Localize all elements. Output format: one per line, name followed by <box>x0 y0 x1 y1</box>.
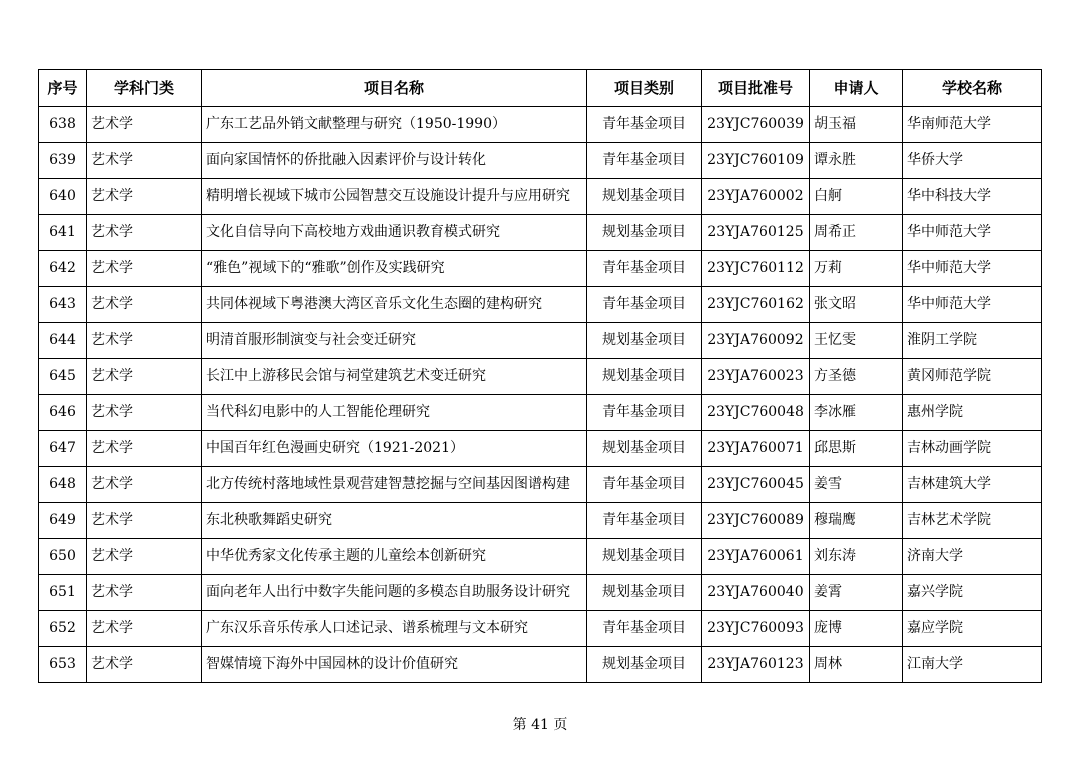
row-applicant: 邱思斯 <box>810 431 903 467</box>
row-approval-number: 23YJC760039 <box>702 107 810 143</box>
row-subject: 艺术学 <box>87 107 202 143</box>
row-project-name: 智媒情境下海外中国园林的设计价值研究 <box>202 647 587 683</box>
row-project-type: 青年基金项目 <box>587 143 702 179</box>
row-subject: 艺术学 <box>87 395 202 431</box>
table-row <box>39 179 1042 215</box>
header-subject: 学科门类 <box>87 70 202 107</box>
row-project-type: 规划基金项目 <box>587 647 702 683</box>
row-subject: 艺术学 <box>87 287 202 323</box>
row-school: 吉林艺术学院 <box>903 503 1042 539</box>
row-index: 646 <box>39 395 87 431</box>
table-row <box>39 503 1042 539</box>
row-applicant: 穆瑞鹰 <box>810 503 903 539</box>
row-subject: 艺术学 <box>87 539 202 575</box>
row-project-type: 规划基金项目 <box>587 539 702 575</box>
row-subject: 艺术学 <box>87 323 202 359</box>
table-row <box>39 359 1042 395</box>
row-applicant: 胡玉福 <box>810 107 903 143</box>
row-project-type: 青年基金项目 <box>587 395 702 431</box>
row-applicant: 刘东涛 <box>810 539 903 575</box>
row-index: 650 <box>39 539 87 575</box>
row-applicant: 王忆雯 <box>810 323 903 359</box>
row-applicant: 姜雪 <box>810 467 903 503</box>
header-school: 学校名称 <box>903 70 1042 107</box>
row-project-name: 东北秧歌舞蹈史研究 <box>202 503 587 539</box>
row-subject: 艺术学 <box>87 251 202 287</box>
row-school: 淮阴工学院 <box>903 323 1042 359</box>
header-index: 序号 <box>39 70 87 107</box>
table-row <box>39 107 1042 143</box>
row-project-name: 明清首服形制演变与社会变迁研究 <box>202 323 587 359</box>
row-applicant: 白舸 <box>810 179 903 215</box>
row-school: 嘉兴学院 <box>903 575 1042 611</box>
row-project-type: 规划基金项目 <box>587 179 702 215</box>
row-project-name: 中华优秀家文化传承主题的儿童绘本创新研究 <box>202 539 587 575</box>
row-subject: 艺术学 <box>87 467 202 503</box>
row-approval-number: 23YJC760089 <box>702 503 810 539</box>
row-school: 黄冈师范学院 <box>903 359 1042 395</box>
row-project-type: 规划基金项目 <box>587 323 702 359</box>
header-project-name: 项目名称 <box>202 70 587 107</box>
row-index: 638 <box>39 107 87 143</box>
row-project-type: 青年基金项目 <box>587 467 702 503</box>
table-row <box>39 611 1042 647</box>
row-project-type: 青年基金项目 <box>587 611 702 647</box>
row-approval-number: 23YJA760061 <box>702 539 810 575</box>
row-applicant: 姜霄 <box>810 575 903 611</box>
row-index: 639 <box>39 143 87 179</box>
row-project-name: 文化自信导向下高校地方戏曲通识教育模式研究 <box>202 215 587 251</box>
project-table <box>38 69 1042 683</box>
table-row <box>39 467 1042 503</box>
header-approval-number: 项目批准号 <box>702 70 810 107</box>
row-index: 643 <box>39 287 87 323</box>
row-applicant: 庞博 <box>810 611 903 647</box>
row-subject: 艺术学 <box>87 179 202 215</box>
table-row <box>39 251 1042 287</box>
row-project-name: 面向老年人出行中数字失能问题的多模态自助服务设计研究 <box>202 575 587 611</box>
row-school: 吉林动画学院 <box>903 431 1042 467</box>
row-project-name: 当代科幻电影中的人工智能伦理研究 <box>202 395 587 431</box>
row-subject: 艺术学 <box>87 647 202 683</box>
row-index: 641 <box>39 215 87 251</box>
table-row <box>39 395 1042 431</box>
row-approval-number: 23YJC760093 <box>702 611 810 647</box>
row-applicant: 李冰雁 <box>810 395 903 431</box>
row-applicant: 万莉 <box>810 251 903 287</box>
row-approval-number: 23YJA760040 <box>702 575 810 611</box>
row-project-name: 长江中上游移民会馆与祠堂建筑艺术变迁研究 <box>202 359 587 395</box>
row-index: 642 <box>39 251 87 287</box>
row-index: 644 <box>39 323 87 359</box>
row-applicant: 张文昭 <box>810 287 903 323</box>
row-project-type: 青年基金项目 <box>587 107 702 143</box>
row-project-name: 广东工艺品外销文献整理与研究（1950-1990） <box>202 107 587 143</box>
row-school: 吉林建筑大学 <box>903 467 1042 503</box>
header-project-type: 项目类别 <box>587 70 702 107</box>
row-project-name: 北方传统村落地域性景观营建智慧挖掘与空间基因图谱构建 <box>202 467 587 503</box>
row-subject: 艺术学 <box>87 215 202 251</box>
row-project-type: 规划基金项目 <box>587 431 702 467</box>
header-applicant: 申请人 <box>810 70 903 107</box>
row-project-type: 规划基金项目 <box>587 575 702 611</box>
row-project-name: “雅色”视域下的“雅歌”创作及实践研究 <box>202 251 587 287</box>
row-index: 653 <box>39 647 87 683</box>
row-subject: 艺术学 <box>87 431 202 467</box>
table-row <box>39 431 1042 467</box>
row-school: 华南师范大学 <box>903 107 1042 143</box>
row-subject: 艺术学 <box>87 611 202 647</box>
row-school: 江南大学 <box>903 647 1042 683</box>
row-approval-number: 23YJA760002 <box>702 179 810 215</box>
row-subject: 艺术学 <box>87 503 202 539</box>
row-project-name: 精明增长视域下城市公园智慧交互设施设计提升与应用研究 <box>202 179 587 215</box>
row-index: 645 <box>39 359 87 395</box>
row-approval-number: 23YJC760045 <box>702 467 810 503</box>
table-row <box>39 215 1042 251</box>
row-approval-number: 23YJA760123 <box>702 647 810 683</box>
row-approval-number: 23YJA760092 <box>702 323 810 359</box>
row-school: 华侨大学 <box>903 143 1042 179</box>
page-number: 第 41 页 <box>512 717 568 733</box>
table-row <box>39 323 1042 359</box>
table-row <box>39 539 1042 575</box>
table-row <box>39 287 1042 323</box>
row-project-name: 广东汉乐音乐传承人口述记录、谱系梳理与文本研究 <box>202 611 587 647</box>
row-index: 651 <box>39 575 87 611</box>
row-project-type: 青年基金项目 <box>587 287 702 323</box>
row-subject: 艺术学 <box>87 575 202 611</box>
row-index: 649 <box>39 503 87 539</box>
row-approval-number: 23YJA760071 <box>702 431 810 467</box>
row-approval-number: 23YJC760048 <box>702 395 810 431</box>
row-project-name: 面向家国情怀的侨批融入因素评价与设计转化 <box>202 143 587 179</box>
row-applicant: 谭永胜 <box>810 143 903 179</box>
row-index: 652 <box>39 611 87 647</box>
row-project-name: 中国百年红色漫画史研究（1921-2021） <box>202 431 587 467</box>
row-applicant: 周林 <box>810 647 903 683</box>
row-project-type: 青年基金项目 <box>587 503 702 539</box>
row-approval-number: 23YJA760023 <box>702 359 810 395</box>
table-row <box>39 575 1042 611</box>
row-school: 济南大学 <box>903 539 1042 575</box>
row-school: 华中师范大学 <box>903 287 1042 323</box>
row-project-name: 共同体视域下粤港澳大湾区音乐文化生态圈的建构研究 <box>202 287 587 323</box>
row-approval-number: 23YJC760112 <box>702 251 810 287</box>
table-header-row <box>39 70 1042 107</box>
row-index: 640 <box>39 179 87 215</box>
row-approval-number: 23YJA760125 <box>702 215 810 251</box>
row-subject: 艺术学 <box>87 359 202 395</box>
row-index: 647 <box>39 431 87 467</box>
table-row <box>39 143 1042 179</box>
row-index: 648 <box>39 467 87 503</box>
row-school: 华中师范大学 <box>903 215 1042 251</box>
row-applicant: 方圣德 <box>810 359 903 395</box>
row-subject: 艺术学 <box>87 143 202 179</box>
row-project-type: 青年基金项目 <box>587 251 702 287</box>
row-school: 华中科技大学 <box>903 179 1042 215</box>
row-project-type: 规划基金项目 <box>587 359 702 395</box>
row-project-type: 规划基金项目 <box>587 215 702 251</box>
row-school: 嘉应学院 <box>903 611 1042 647</box>
row-school: 惠州学院 <box>903 395 1042 431</box>
row-applicant: 周希正 <box>810 215 903 251</box>
row-approval-number: 23YJC760109 <box>702 143 810 179</box>
row-school: 华中师范大学 <box>903 251 1042 287</box>
table-row <box>39 647 1042 683</box>
row-approval-number: 23YJC760162 <box>702 287 810 323</box>
